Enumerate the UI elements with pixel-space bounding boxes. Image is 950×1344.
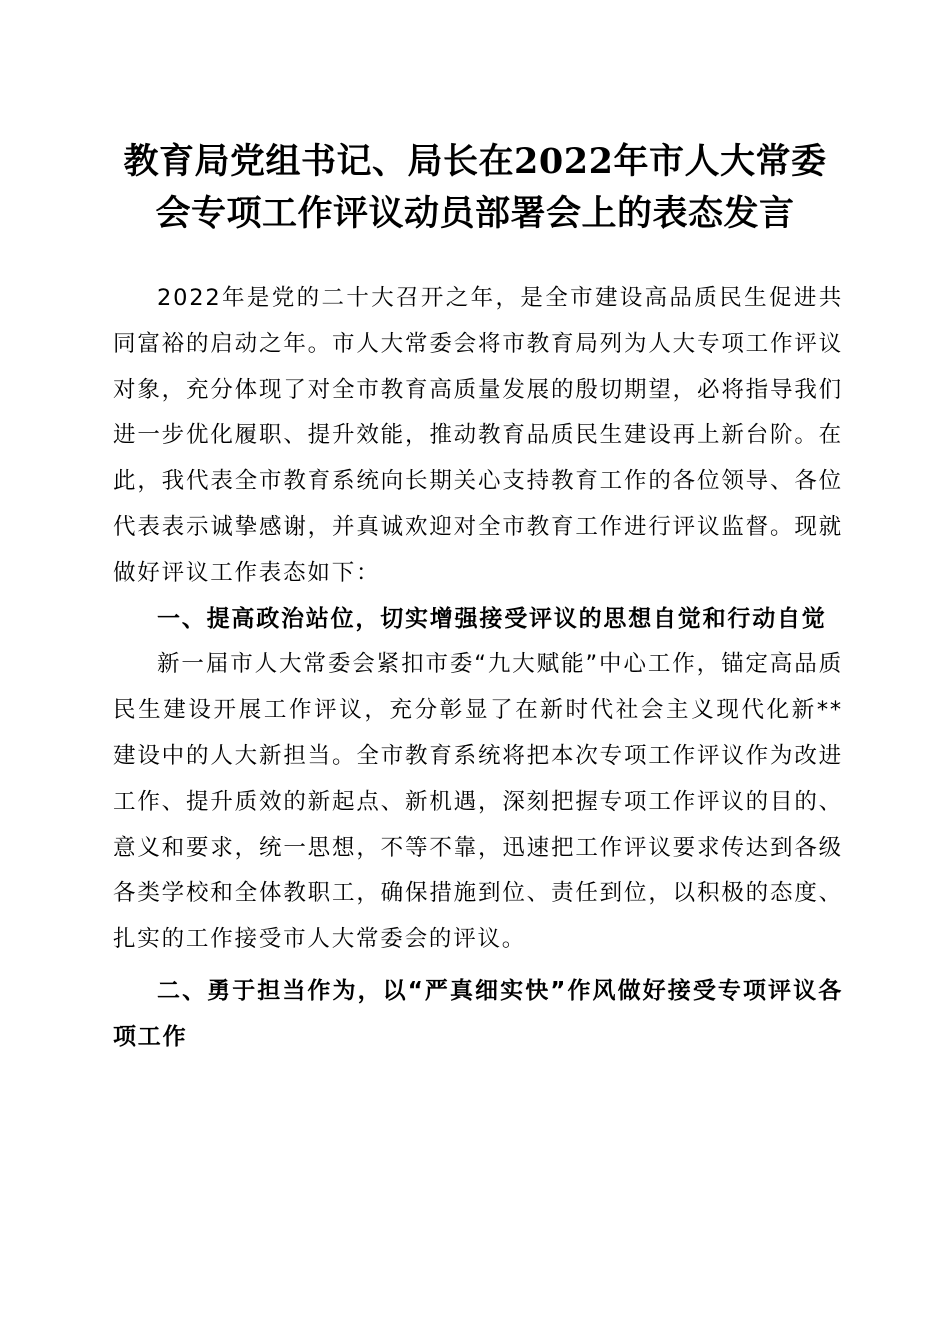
section-heading-1: 一、提高政治站位，切实增强接受评议的思想自觉和行动自觉 [157, 605, 827, 632]
intro-paragraph: 2022年是党的二十大召开之年，是全市建设高品质民生促进共同富裕的启动之年。市人大常委会将市教育局列为人大专项工作评议对象，充分体现了对全市教育高质量发展的殷切期望，必将指导我们进一步优化履职、提升效能，推动教育品质民生建设再上新台阶。在此，我代表全市教育系统向长期关心支持教育工作的各位领导、各位代表表示诚挚感谢，并真诚欢迎对全市教育工作进行评议监督。现就做好评议工作表态如下： [113, 285, 843, 586]
document-title [90, 136, 860, 240]
section-heading-2: 二、勇于担当作为，以“严真细实快”作风做好接受专项评议各项工作 [113, 977, 843, 1050]
title-line-1: 教育局党组书记、局长在2022年市人大常委 [123, 141, 827, 182]
title-line-2: 会专项工作评议动员部署会上的表态发言 [155, 193, 795, 234]
section-1-paragraph: 新一届市人大常委会紧扣市委“九大赋能”中心工作，锚定高品质民生建设开展工作评议，充分彰显了在新时代社会主义现代化新**建设中的人大新担当。全市教育系统将把本次专项工作评议作为改进工作、提升质效的新起点、新机遇，深刻把握专项工作评议的目的、意义和要求，统一思想，不等不靠，迅速把工作评议要求传达到各级各类学校和全体教职工，确保措施到位、责任到位，以积极的态度、扎实的工作接受市人大常委会的评议。 [113, 651, 843, 953]
document-body [113, 276, 843, 1061]
